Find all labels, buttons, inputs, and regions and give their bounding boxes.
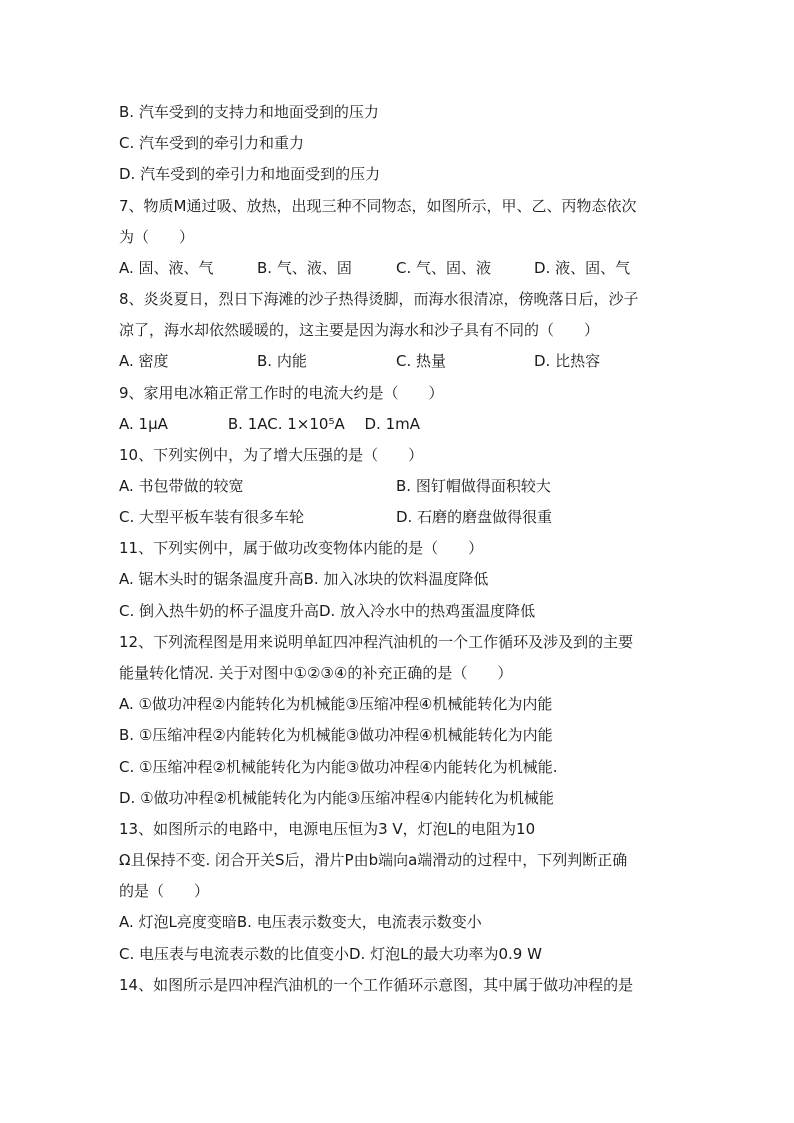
q6-option-b: B. 汽车受到的支持力和地面受到的压力	[119, 103, 379, 121]
q13-options-row1: A. 灯泡L亮度变暗B. 电压表示数变大，电流表示数变小	[119, 913, 482, 931]
q7-option-a: A. 固、液、气	[119, 259, 214, 277]
q13-stem-line2: Ω且保持不变. 闭合开关S后，滑片P由b端向a端滑动的过程中，下列判断正确	[119, 851, 628, 869]
q6-option-c: C. 汽车受到的牵引力和重力	[119, 134, 305, 152]
q7-option-b: B. 气、液、固	[257, 259, 352, 277]
q10-option-d: D. 石磨的磨盘做得很重	[396, 508, 553, 526]
q10-option-a: A. 书包带做的较宽	[119, 477, 244, 495]
q12-stem-line1: 12、下列流程图是用来说明单缸四冲程汽油机的一个工作循环及涉及到的主要	[119, 633, 634, 651]
q8-option-a: A. 密度	[119, 352, 169, 370]
q13-stem-line1: 13、如图所示的电路中，电源电压恒为3 V，灯泡L的电阻为10	[119, 820, 536, 838]
q8-stem-line1: 8、炎炎夏日，烈日下海滩的沙子热得烫脚，而海水很清凉，傍晚落日后，沙子	[119, 290, 639, 308]
q10-stem: 10、下列实例中，为了增大压强的是（ ）	[119, 446, 424, 464]
q12-option-a: A. ①做功冲程②内能转化为机械能③压缩冲程④机械能转化为内能	[119, 695, 553, 713]
q14-stem-line1: 14、如图所示是四冲程汽油机的一个工作循环示意图，其中属于做功冲程的是	[119, 976, 634, 994]
q7-option-c: C. 气、固、液	[396, 259, 492, 277]
q8-option-d: D. 比热容	[534, 352, 601, 370]
q11-options-row1: A. 锯木头时的锯条温度升高B. 加入冰块的饮料温度降低	[119, 570, 489, 588]
q12-option-d: D. ①做功冲程②机械能转化为内能③压缩冲程④内能转化为机械能	[119, 789, 554, 807]
q8-option-b: B. 内能	[257, 352, 307, 370]
q8-stem-line2: 凉了，海水却依然暖暖的，这主要是因为海水和沙子具有不同的（ ）	[119, 321, 600, 339]
q13-options-row2: C. 电压表与电流表示数的比值变小D. 灯泡L的最大功率为0.9 W	[119, 945, 542, 963]
q9-options: A. 1μA B. 1AC. 1×10⁵A D. 1mA	[119, 415, 421, 433]
q8-option-c: C. 热量	[396, 352, 447, 370]
q7-option-d: D. 液、固、气	[534, 259, 631, 277]
q12-stem-line2: 能量转化情况. 关于对图中①②③④的补充正确的是（ ）	[119, 664, 513, 682]
q10-option-c: C. 大型平板车装有很多车轮	[119, 508, 305, 526]
q12-option-c: C. ①压缩冲程②机械能转化为内能③做功冲程④内能转化为机械能.	[119, 758, 558, 776]
q7-stem-line1: 7、物质M通过吸、放热，出现三种不同物态，如图所示，甲、乙、丙物态依次	[119, 197, 637, 215]
q6-option-d: D. 汽车受到的牵引力和地面受到的压力	[119, 165, 381, 183]
q11-stem: 11、下列实例中，属于做功改变物体内能的是（ ）	[119, 539, 484, 557]
q10-option-b: B. 图钉帽做得面积较大	[396, 477, 551, 495]
q12-option-b: B. ①压缩冲程②内能转化为机械能③做功冲程④机械能转化为内能	[119, 726, 553, 744]
q13-stem-line3: 的是（ ）	[119, 882, 210, 900]
q7-stem-line2: 为（ ）	[119, 228, 195, 246]
q11-options-row2: C. 倒入热牛奶的杯子温度升高D. 放入冷水中的热鸡蛋温度降低	[119, 602, 536, 620]
q9-stem: 9、家用电冰箱正常工作时的电流大约是（ ）	[119, 384, 444, 402]
